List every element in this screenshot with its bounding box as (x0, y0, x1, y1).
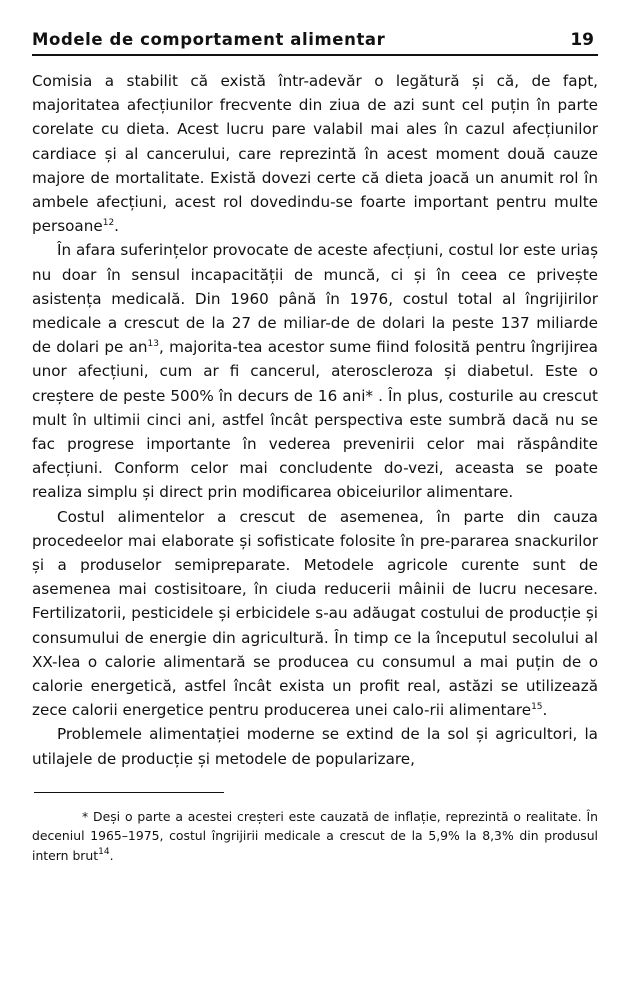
paragraph-4 (32, 722, 598, 770)
footnote-ref-15: 15 (531, 702, 543, 713)
paragraph-3 (32, 505, 598, 723)
paragraph-1 (32, 69, 598, 238)
footnote-ref-12: 12 (102, 218, 115, 229)
paragraph-2-text-a: În afara suferințelor provocate de aceste afecțiuni, costul lor este uriaș nu doar în sensul incapacității de muncă, ci și în ceea ce privește asistența medicală. Din 1960 până în 1976, costul total al îngrijirilor medicale a crescut de la 27 de miliar-de de dolari la peste 137 miliarde de dolari pe an (32, 241, 598, 357)
footnote-divider (34, 792, 224, 793)
footnote-ref-13: 13 (147, 339, 159, 350)
footnote-end: . (109, 847, 114, 863)
body-text (32, 69, 598, 771)
book-page (32, 30, 598, 865)
footnote (32, 807, 598, 866)
chapter-title: Modele de comportament alimentar (32, 30, 386, 49)
paragraph-1-end: . (114, 217, 119, 236)
paragraph-3-text: Costul alimentelor a crescut de asemenea, în parte din cauza procedeelor mai elaborate și sofisticate folosite în pre-pararea snackurilor și a produselor semipreparate. Metodele agricole curente sunt de asemenea mai costisitoare, în ciuda reducerii mâinii de lucru necesare. Fertilizatorii, pesticidele și erbicidele s-au adăugat costului de producție și consumului de energie din agricultură. În timp ce la începutul secolului al XX-lea o calorie alimentară se producea cu consumul a mai puțin de o calorie energetică, astfel încât exista un profit real, astăzi se utilizează zece calorii energetice pentru producerea unei calo-rii alimentare (32, 507, 598, 720)
paragraph-3-end: . (542, 701, 548, 720)
paragraph-1-text: Comisia a stabilit că există într-adevăr o legătură și că, de fapt, majoritatea afecțiunilor frecvente din ziua de azi sunt cel puțin în parte corelate cu dieta. Acest lucru pare valabil mai ales în cazul afecțiunilor cardiace și al cancerului, care reprezintă în acest moment două cauze majore de mortalitate. Există dovezi certe că dieta joacă un anumit rol în ambele afecțiuni, acest rol dovedindu-se foarte important pentru multe persoane (32, 72, 598, 236)
running-header (32, 30, 598, 56)
paragraph-2-text-b: , majorita-tea acestor sume fiind folosită pentru îngrijirea unor afecțiuni, cum ar fi cancerul, ateroscleroza și diabetul. Este o creștere de peste 500% în decurs de 16 ani* . În plus, costurile au crescut mult în ultimii cinci ani, astfel încât perspectiva este sumbră dacă nu se fac progrese importante în vederea prevenirii celor mai răspândite afecțiuni. Conform celor mai concludente do-vezi, aceasta se poate realiza simplu și direct prin modificarea obiceiurilor alimentare. (32, 338, 598, 502)
page-number: 19 (570, 30, 594, 50)
footnote-text: * Deși o parte a acestei creșteri este cauzată de inflație, reprezintă o realitate. În deceniul 1965–1975, costul îngrijirii medicale a crescut de la 5,9% la 8,3% din produsul intern brut (32, 808, 598, 863)
footnote-ref-14: 14 (98, 846, 110, 857)
paragraph-4-text: Problemele alimentației moderne se extind de la sol și agricultori, la utilajele de producție și metodele de popularizare, (32, 725, 598, 768)
paragraph-2 (32, 238, 598, 504)
